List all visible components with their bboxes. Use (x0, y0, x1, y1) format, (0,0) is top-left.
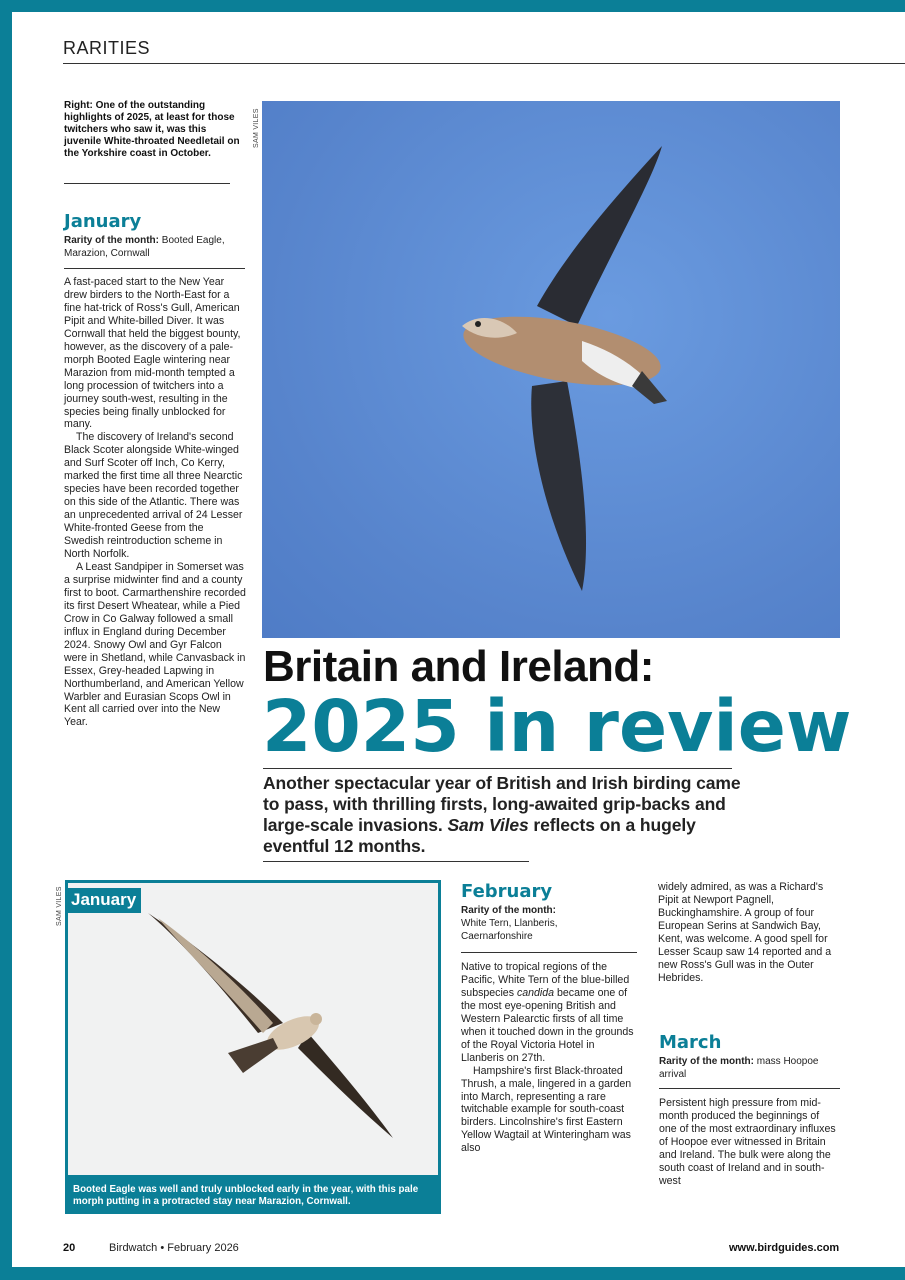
january-heading: January (64, 211, 142, 232)
photo-credit-bottom: SAM VILES (56, 886, 63, 926)
february-body-col1 (461, 961, 638, 1155)
title-divider (263, 768, 732, 769)
rarity-label: Rarity of the month: (659, 1056, 754, 1067)
top-photo-caption: Right: One of the outstanding highlights of 2025, at least for those twitchers who saw it, was this juvenile White-throated Needletail on the Yorkshire coast in October. (64, 100, 240, 159)
magazine-page (12, 12, 905, 1267)
paragraph: Persistent high pressure from mid-month produced the beginnings of one of the most extraordinary influxes of Hoopoe ever witnessed in Britain and Ireland. The bulk were along the south coast of Ireland and in south-west (659, 1097, 836, 1187)
booted-eagle-photo-box (65, 880, 441, 1214)
booted-eagle-illustration (68, 883, 438, 1175)
title-line-1: Britain and Ireland: (263, 642, 654, 691)
rarity-label: Rarity of the month: (64, 235, 159, 246)
march-rarity (659, 1055, 841, 1081)
standfirst-text-end: reflects on a hugely eventful 12 months. (263, 815, 696, 856)
january-photo-tag: January (68, 888, 141, 913)
booted-eagle-photo (68, 883, 438, 1175)
subspecies-name: candida (516, 986, 555, 999)
photo-credit-top: SAM VILES (253, 108, 260, 148)
needletail-illustration (262, 101, 840, 638)
caption-divider (64, 183, 230, 184)
rarity-value: White Tern, Llanberis, Caernarfonshire (461, 918, 558, 942)
paragraph-text: Native to tropical regions of the Pacific, White Tern of the blue-billed subspecies (461, 961, 630, 999)
paragraph: widely admired, as was a Richard's Pipit at Newport Pagnell, Buckinghamshire. A group of four European Serins at Sandwich Bay, Kent, was welcome. A good spell for Lesser Scaup saw 14 reported and a new Ross's Gull was in the Outer Hebrides. (658, 881, 832, 984)
rarity-value: mass Hoopoe arrival (659, 1056, 819, 1080)
title-line-2: 2025 in review (262, 685, 852, 768)
february-rarity (461, 904, 611, 943)
standfirst (263, 773, 743, 857)
paragraph: Hampshire's first Black-throated Thrush, a male, lingered in a garden into March, representing a rare twitchable example for south-coast birders. Lincolnshire's first Eastern Yellow Wagtail at Winteringham was also (461, 1064, 632, 1155)
section-label: RARITIES (63, 38, 151, 58)
author-name: Sam Viles (447, 815, 529, 835)
february-body-col2 (658, 881, 835, 985)
publication-issue: Birdwatch • February 2026 (109, 1242, 239, 1254)
rarity-label: Rarity of the month: (461, 905, 556, 916)
needletail-photo (262, 101, 840, 638)
paragraph: A fast-paced start to the New Year drew birders to the North-East for a fine hat-trick of Ross's Gull, American Pipit and White-billed Diver. It was Cornwall that held the biggest bounty, however, as the discovery of a pale-morph Booted Eagle wintering near Marazion from mid-month tempted a long procession of twitchers into a journey south-west, resulting in the species being finally unblocked for many. (64, 276, 241, 431)
rarity-value: Booted Eagle, Marazion, Cornwall (64, 235, 225, 259)
standfirst-text: Another spectacular year of British and Irish birding came to pass, with thrilling firsts, long-awaited grip-backs and large-scale invasions. (263, 773, 741, 835)
standfirst-divider (263, 861, 529, 862)
february-heading: February (461, 881, 553, 902)
paragraph: The discovery of Ireland's second Black Scoter alongside White-winged and Surf Scoter off Inch, Co Kerry, marked the first time all three Nearctic species have been recorded together on this side of the Atlantic. There was an unprecedented arrival of 24 Lesser White-fronted Geese from the Swedish reintroduction scheme in North Norfolk. (64, 431, 243, 561)
march-body (659, 1097, 839, 1188)
paragraph: A Least Sandpiper in Somerset was a surprise midwinter find and a county first to boot. Carmarthenshire recorded its first Desert Wheatear, while a Pied Crow in Co Galway followed a small influx in England during December 2024. Snowy Owl and Gyr Falcon were in Shetland, while Canvasback in Essex, Grey-headed Lapwing in Northumberland, and American Yellow Warbler and Eurasian Scops Owl in Kent all carried over into the New Year. (64, 560, 246, 729)
page-number: 20 (63, 1242, 76, 1254)
march-divider (659, 1088, 840, 1089)
january-divider (64, 268, 245, 269)
website-url: www.birdguides.com (729, 1242, 840, 1254)
paragraph-text-end: became one of the most eye-opening British and Western Palearctic firsts of all time when it touched down in the grounds of the Royal Victoria Hotel in Llanberis on 27th. (461, 986, 634, 1064)
january-body (64, 276, 246, 729)
paragraph (461, 961, 638, 1065)
header-divider (63, 63, 905, 64)
february-divider (461, 952, 637, 953)
january-rarity (64, 234, 250, 260)
march-heading: March (659, 1032, 722, 1053)
booted-eagle-caption: Booted Eagle was well and truly unblocked early in the year, with this pale morph putting in a protracted stay near Marazion, Cornwall. (73, 1184, 419, 1207)
